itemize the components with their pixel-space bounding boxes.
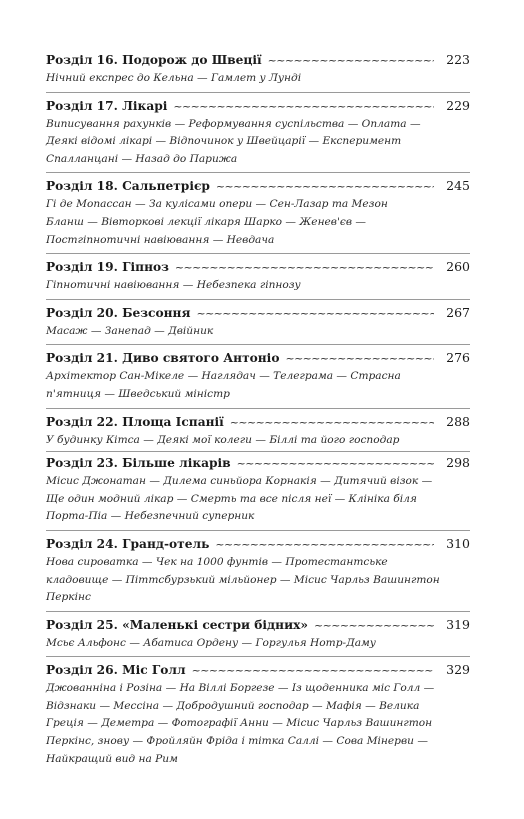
chapter-summary: Виписування рахунків — Реформування суспільства — Оплата — Деякі відомі лікарі — Відпочинок у Швейцарії — Експеримент Спалланцані — Назад до Парижа	[46, 117, 421, 165]
chapter-title: Розділ 24. Гранд-отель	[46, 536, 210, 551]
chapter-summary: У будинку Кітса — Деякі мої колеги — Біллі та його господар	[46, 433, 400, 446]
chapter-page-number: 310	[446, 535, 470, 551]
chapter-title: Розділ 25. «Маленькі сестри бідних»	[46, 617, 309, 632]
toc-entry	[46, 611, 470, 657]
chapter-title: Розділ 23. Більше лікарів	[46, 456, 231, 471]
toc-entry-heading	[46, 348, 470, 368]
chapter-title: Розділ 26. Міс Голл	[46, 663, 186, 678]
tilde-leader	[196, 304, 434, 324]
chapter-summary: Місис Джонатан — Дилема синьйора Корнакія — Дитячий візок — Ще один модний лікар — Смерть та все після неї — Клініка біля Порта-Піа — Небезпечний суперник	[46, 475, 433, 523]
chapter-page-number: 229	[446, 97, 470, 113]
chapter-summary: Архітектор Сан-Мікеле — Наглядач — Телеграма — Страсна п'ятниця — Шведський міністр	[46, 370, 401, 400]
chapter-title: Розділ 21. Диво святого Антоніо	[46, 351, 280, 366]
chapter-page-number: 288	[446, 413, 470, 429]
chapter-page-number: 329	[446, 662, 470, 678]
chapter-page-number: 319	[446, 616, 470, 632]
chapter-title: Розділ 20. Безсоння	[46, 305, 191, 320]
chapter-summary: Гі де Мопассан — За кулісами опери — Сен-Лазар та Мезон Бланш — Вівторкові лекції лікаря Шарко — Женев'єв — Постгіпнотичні навіювання — Невдача	[46, 198, 388, 246]
tilde-leader	[175, 258, 434, 278]
chapter-page-number: 298	[446, 455, 470, 471]
tilde-leader	[216, 177, 434, 197]
toc-entry-heading	[46, 96, 470, 116]
toc-entry	[46, 299, 470, 345]
toc-entry-heading	[46, 453, 470, 473]
toc-entry-heading	[46, 660, 470, 680]
chapter-page-number: 260	[446, 259, 470, 275]
toc-entry	[46, 253, 470, 299]
chapter-page-number: 245	[446, 178, 470, 194]
toc-entry-heading	[46, 412, 470, 432]
toc-entry	[46, 92, 470, 173]
chapter-summary: Масаж — Занепад — Двійник	[46, 324, 214, 337]
tilde-leader	[268, 51, 434, 71]
toc-entry	[46, 172, 470, 253]
toc-entry-heading	[46, 50, 470, 70]
tilde-leader	[285, 349, 434, 369]
chapter-summary: Мсьє Альфонс — Абатиса Ордену — Горгулья Нотр-Даму	[46, 636, 376, 649]
chapter-page-number: 267	[446, 304, 470, 320]
chapter-summary: Джованніна і Розіна — На Віллі Боргезе — Із щоденника міс Голл — Відзнаки — Мессіна — Добродушний господар — Мафія — Велика Греція — Деметра — Фотографії Анни — Місис Чарльз Вашингтон Перкінс, знову — Фройляйн Фріда і тітка Саллі — Сова Мінерви — Найкращий вид на Рим	[46, 682, 435, 765]
chapter-title: Розділ 17. Лікарі	[46, 98, 168, 113]
toc-entry	[46, 408, 470, 452]
toc-entry	[46, 50, 470, 92]
tilde-leader	[215, 535, 434, 555]
chapter-title: Розділ 16. Подорож до Швеції	[46, 53, 262, 67]
toc-entry	[46, 656, 470, 768]
toc-entry-heading	[46, 615, 470, 635]
tilde-leader	[237, 454, 434, 474]
chapter-title: Розділ 22. Площа Іспанії	[46, 414, 224, 429]
toc-entry	[46, 530, 470, 611]
chapter-title: Розділ 19. Гіпноз	[46, 260, 169, 275]
tilde-leader	[192, 661, 434, 681]
tilde-leader	[230, 413, 434, 433]
chapter-title: Розділ 18. Сальпетрієр	[46, 179, 210, 194]
toc-entry	[46, 344, 470, 407]
tilde-leader	[314, 616, 434, 636]
chapter-summary: Гіпнотичні навіювання — Небезпека гіпнозу	[46, 279, 301, 292]
toc-entry-heading	[46, 176, 470, 196]
chapter-page-number: 276	[446, 350, 470, 366]
table-of-contents	[46, 50, 470, 768]
toc-entry-heading	[46, 534, 470, 554]
toc-entry-heading	[46, 257, 470, 277]
chapter-summary: Нова сироватка — Чек на 1000 фунтів — Протестантське кладовище — Піттсбурзький мільйонер — Місис Чарльз Вашингтон Перкінс	[46, 555, 440, 604]
chapter-page-number: 223	[446, 52, 470, 67]
chapter-summary: Нічний експрес до Кельна — Гамлет у Лунді	[46, 72, 302, 84]
toc-entry-heading	[46, 303, 470, 323]
toc-entry	[46, 451, 470, 530]
tilde-leader	[173, 97, 434, 117]
